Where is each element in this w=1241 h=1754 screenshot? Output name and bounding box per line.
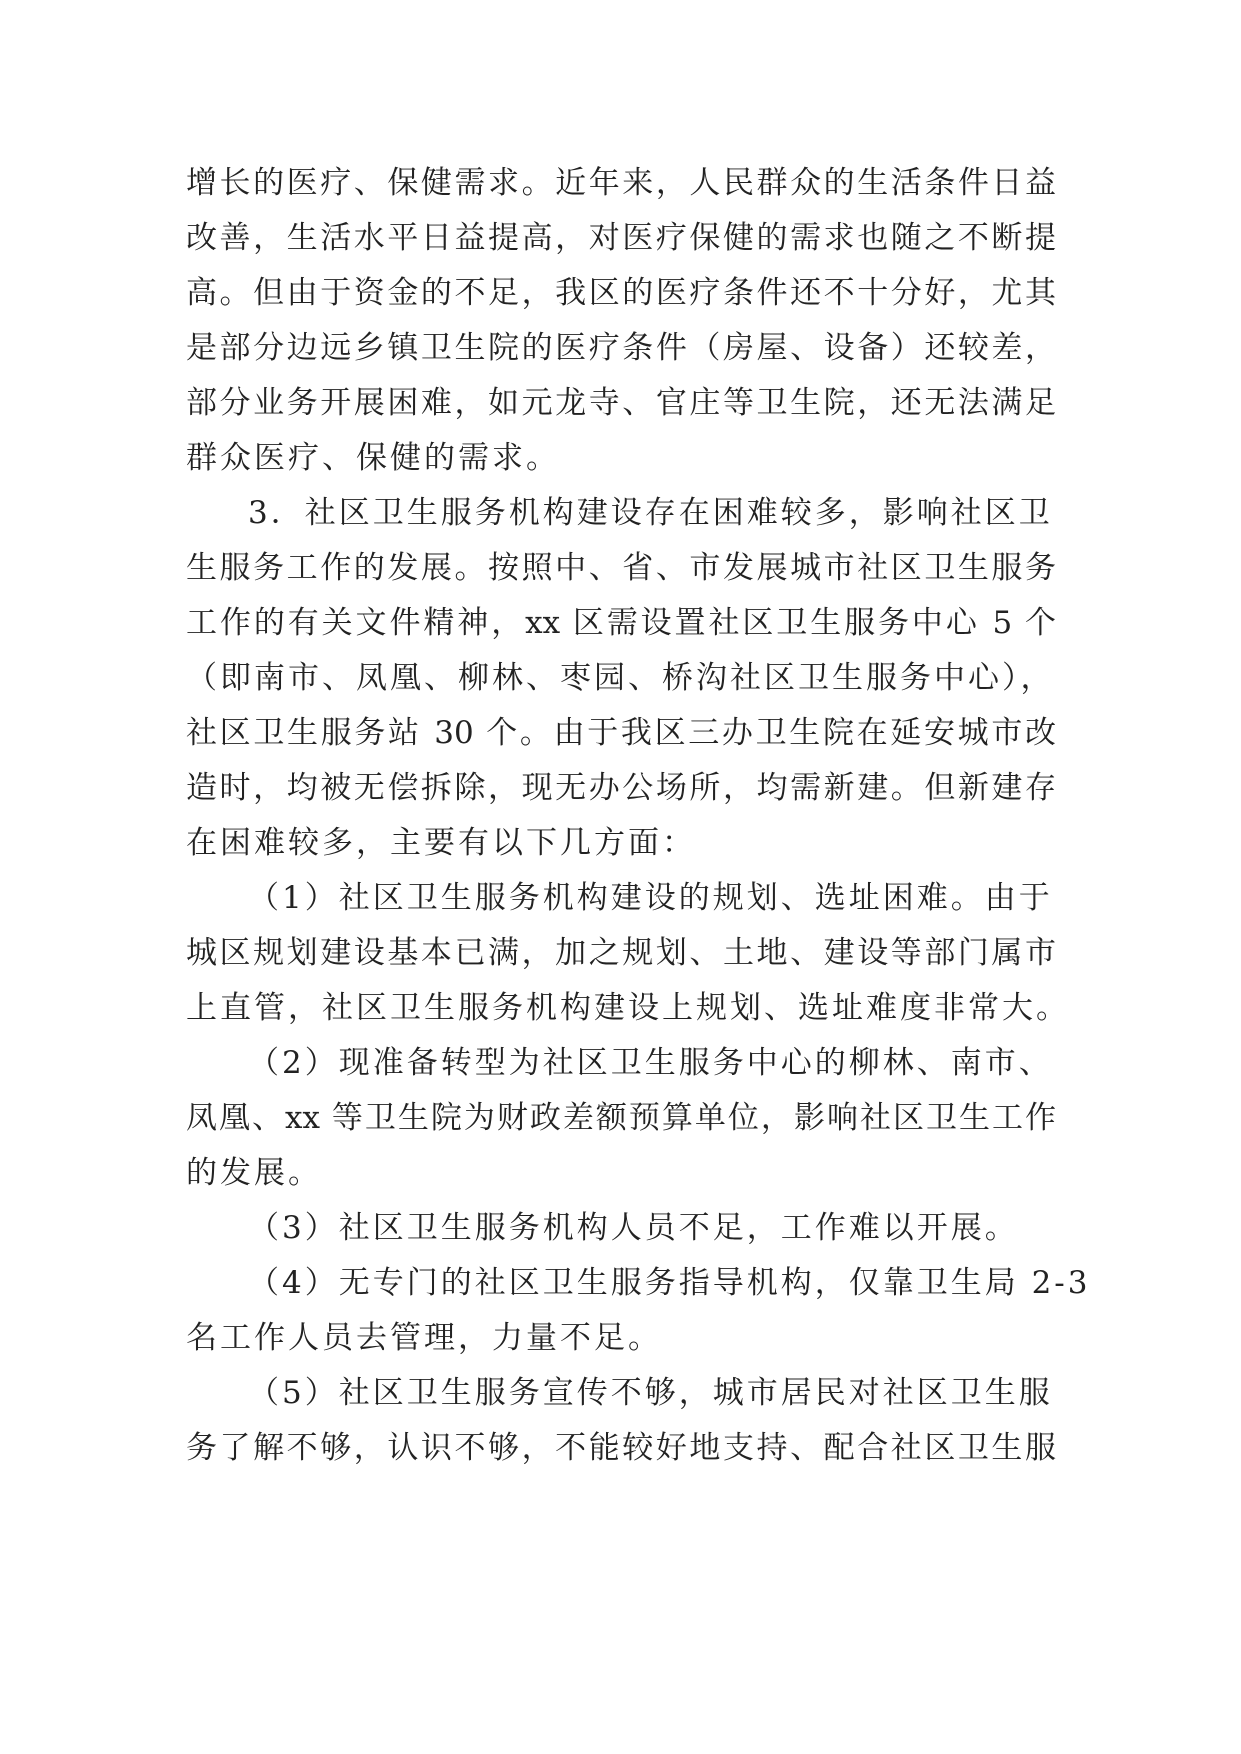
paragraph-line: （5）社区卫生服务宣传不够，城市居民对社区卫生服 — [248, 1375, 1053, 1411]
paragraph-line: 群众医疗、保健的需求。 — [186, 440, 560, 476]
paragraph-line: 3．社区卫生服务机构建设存在困难较多，影响社区卫 — [248, 495, 1053, 531]
paragraph-line: 增长的医疗、保健需求。近年来，人民群众的生活条件日益 — [186, 165, 1056, 201]
paragraph-line: 名工作人员去管理，力量不足。 — [186, 1320, 662, 1356]
paragraph-line: （即南市、凤凰、柳林、枣园、桥沟社区卫生服务中心）， — [186, 660, 1055, 696]
paragraph-line: 务了解不够，认识不够，不能较好地支持、配合社区卫生服 — [186, 1430, 1056, 1466]
paragraph-line: （4）无专门的社区卫生服务指导机构，仅靠卫生局 2-3 — [248, 1265, 1091, 1301]
paragraph-line: 凤凰、xx 等卫生院为财政差额预算单位，影响社区卫生工作 — [186, 1100, 1056, 1136]
paragraph-line: 在困难较多，主要有以下几方面： — [186, 825, 696, 861]
paragraph-line: 是部分边远乡镇卫生院的医疗条件（房屋、设备）还较差， — [186, 330, 1056, 366]
paragraph-line: （3）社区卫生服务机构人员不足，工作难以开展。 — [248, 1210, 1019, 1246]
paragraph-line: 的发展。 — [186, 1155, 322, 1191]
paragraph-line: 城区规划建设基本已满，加之规划、土地、建设等部门属市 — [186, 935, 1056, 971]
paragraph-line: 造时，均被无偿拆除，现无办公场所，均需新建。但新建存 — [186, 770, 1056, 806]
paragraph-line: 改善，生活水平日益提高，对医疗保健的需求也随之不断提 — [186, 220, 1056, 256]
paragraph-line: 部分业务开展困难，如元龙寺、官庄等卫生院，还无法满足 — [186, 385, 1056, 421]
paragraph-line: 高。但由于资金的不足，我区的医疗条件还不十分好，尤其 — [186, 275, 1056, 311]
paragraph-line: （2）现准备转型为社区卫生服务中心的柳林、南市、 — [248, 1045, 1053, 1081]
paragraph-line: 生服务工作的发展。按照中、省、市发展城市社区卫生服务 — [186, 550, 1056, 586]
paragraph-line: 社区卫生服务站 30 个。由于我区三办卫生院在延安城市改 — [186, 715, 1056, 751]
paragraph-line: 上直管，社区卫生服务机构建设上规划、选址难度非常大。 — [186, 990, 1070, 1026]
paragraph-line: （1）社区卫生服务机构建设的规划、选址困难。由于 — [248, 880, 1053, 916]
document-body — [186, 156, 1091, 1476]
paragraph-line: 工作的有关文件精神，xx 区需设置社区卫生服务中心 5 个 — [186, 605, 1056, 641]
